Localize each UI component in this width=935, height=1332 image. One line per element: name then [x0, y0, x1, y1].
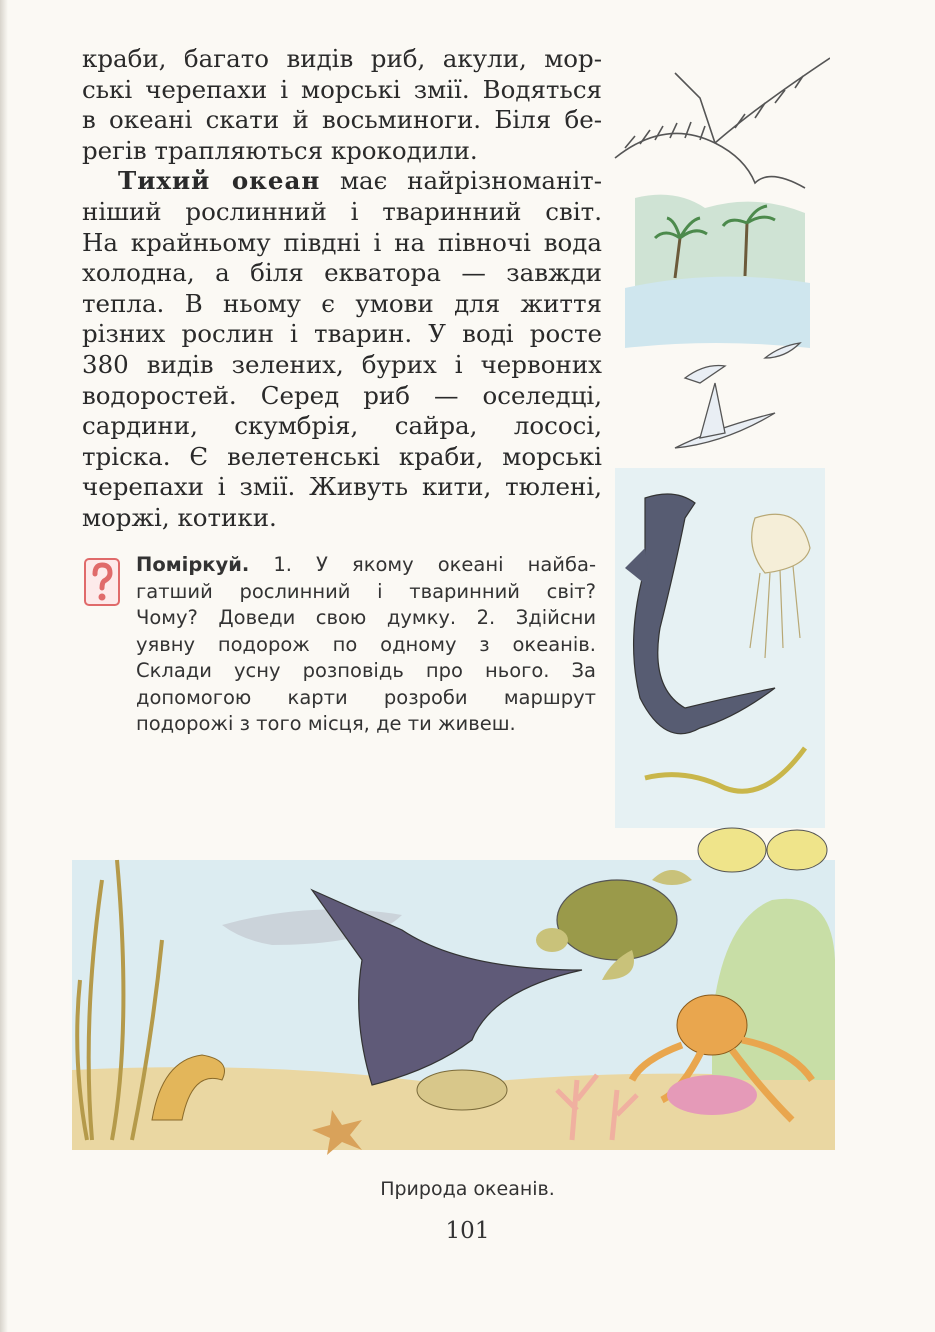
- side-illustration: [605, 48, 830, 848]
- think-text: [136, 552, 596, 738]
- text-line: уявну подорож по одному з океанів.: [136, 632, 596, 656]
- page-edge: [0, 0, 8, 1332]
- pink-coral-illustration: [667, 1075, 757, 1115]
- think-title: Поміркуй.: [136, 553, 250, 576]
- paragraph-1: [82, 44, 602, 166]
- text-line: різних рослин і тварин. У воді росте: [82, 319, 602, 349]
- figure-caption: Природа океанів.: [380, 1178, 555, 1200]
- text-line: 380 видів зелених, бурих і червоних: [82, 349, 602, 379]
- text-line: холодна, а біля екватора — завжди: [82, 258, 602, 288]
- text-line: гатший рослинний і тваринний світ?: [136, 579, 596, 603]
- text-line: Чому? Доведи свою думку. 2. Здійсни: [136, 606, 596, 629]
- text-line: моржі, котики.: [82, 502, 277, 532]
- main-text: [82, 44, 602, 534]
- text-line: тріска. Є велетенські краби, морські: [82, 441, 602, 471]
- text-line: ніший рослинний і тваринний світ.: [82, 196, 602, 226]
- flatfish-illustration: [417, 1070, 507, 1110]
- text-line: водоростей. Серед риб — оселедці,: [82, 380, 602, 410]
- text-line: сардини, скумбрія, сайра, лососі,: [82, 411, 602, 441]
- page-number: 101: [445, 1218, 490, 1244]
- text-line: черепахи і змії. Живуть кити, тюлені,: [82, 472, 602, 502]
- paragraph-2: [82, 166, 602, 533]
- text-line: ські черепахи і морські змії. Водяться: [82, 74, 602, 104]
- text-line: регів трапляються крокодили.: [82, 135, 478, 165]
- tropical-island-illustration: [625, 195, 810, 348]
- text-line: в океані скати й восьминоги. Біля бе-: [82, 105, 602, 135]
- text-line: допомогою карти розроби маршрут: [136, 685, 596, 709]
- question-mark-icon: [82, 556, 122, 608]
- text-fragment: має найрізноманіт-: [320, 166, 602, 196]
- flying-fish-illustration: [675, 343, 800, 448]
- text-line: Склади усну розповідь про нього. За: [136, 659, 596, 682]
- text-line: тепла. В ньому є умови для життя: [82, 288, 602, 318]
- text-line: подорожі з того місця, де ти живеш.: [136, 712, 516, 735]
- text-line: краби, багато видів риб, акули, мор-: [82, 44, 602, 73]
- frigate-bird-illustration: [615, 58, 830, 188]
- text-line: [136, 552, 596, 579]
- ocean-illustration: [72, 820, 835, 1155]
- text-line: [82, 166, 602, 197]
- pacific-ocean-term: Тихий океан: [118, 166, 321, 196]
- text-line: На крайньому півдні і на півночі вода: [82, 227, 602, 257]
- text-fragment: 1. У якому океані найба-: [249, 553, 596, 576]
